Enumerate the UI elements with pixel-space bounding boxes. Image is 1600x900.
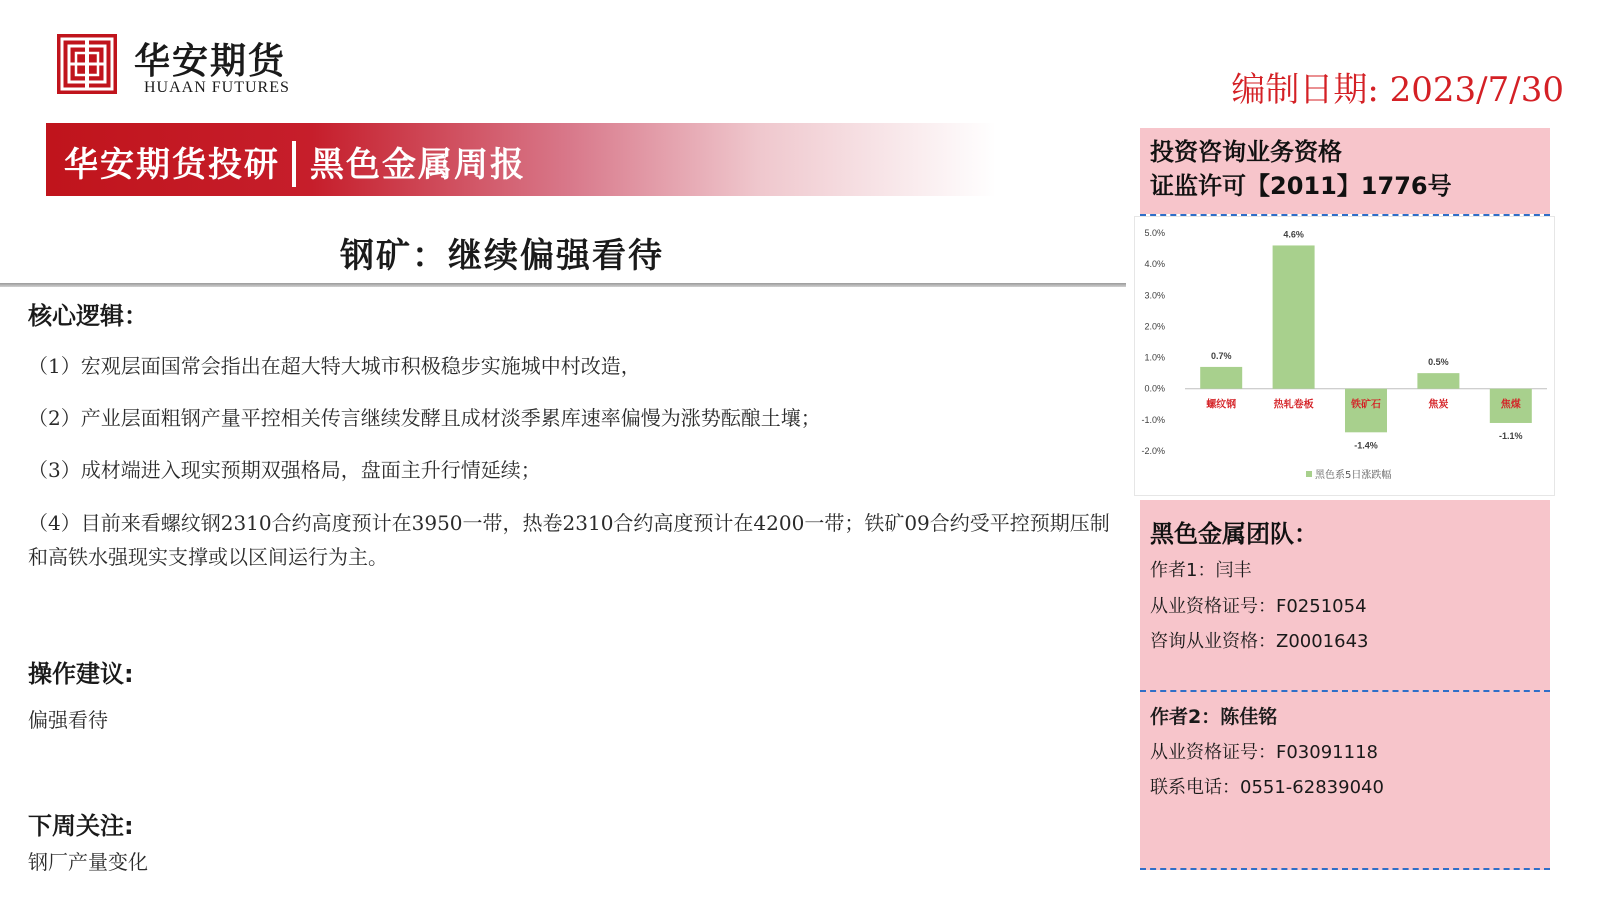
next-week-text: 钢厂产量变化 [28, 850, 148, 874]
core-logic-point-4: （4）目前来看螺纹钢2310合约高度预计在3950一带，热卷2310合约高度预计在4200一带；铁矿09合约受平控预期压制和高铁水强现实支撑或以区间运行为主。 [28, 511, 1110, 569]
team-panel [1140, 500, 1550, 870]
seal-icon [56, 33, 118, 95]
advice-heading: 操作建议: [28, 660, 134, 688]
qualification-panel [1140, 128, 1550, 214]
data-label: 4.6% [1283, 229, 1304, 240]
company-logo [56, 33, 306, 97]
banner-report-type: 黑色金属周报 [310, 145, 526, 185]
panel-divider-authors [1140, 690, 1550, 692]
author2-name: 作者2：陈佳铭 [1150, 706, 1278, 728]
logo-english-name: HUAAN FUTURES [144, 79, 290, 96]
category-label: 热轧卷板 [1273, 399, 1314, 411]
author1-cert: 从业资格证号：F0251054 [1150, 596, 1367, 617]
bar-2 [1273, 245, 1315, 388]
y-tick-label: 3.0% [1144, 290, 1165, 301]
legend-label: 黑色系5日涨跌幅 [1315, 470, 1392, 481]
category-label: 铁矿石 [1351, 399, 1381, 411]
title-divider [0, 283, 1126, 287]
advice-text: 偏强看待 [28, 708, 108, 732]
data-label: -1.4% [1354, 440, 1378, 451]
data-label: 0.7% [1210, 350, 1232, 361]
team-title: 黑色金属团队： [1150, 520, 1318, 548]
logo-chinese-name: 华安期货 [134, 40, 287, 82]
y-tick-label: 0.0% [1144, 383, 1165, 394]
category-label: 焦煤 [1500, 399, 1521, 411]
qualification-title: 投资咨询业务资格 [1150, 138, 1342, 166]
data-label: -1.1% [1499, 430, 1523, 441]
core-logic-point-3: （3）成材端进入现实预期双强格局，盘面主升行情延续； [28, 458, 541, 482]
y-tick-label: 5.0% [1144, 228, 1165, 238]
author1-consult: 咨询从业资格：Z0001643 [1150, 631, 1369, 652]
legend-swatch [1306, 471, 1312, 477]
banner-brand: 华安期货投研 [64, 145, 280, 185]
banner-separator [292, 141, 296, 187]
data-label: 0.5% [1428, 357, 1449, 368]
y-tick-label: 1.0% [1144, 352, 1165, 363]
weekly-change-chart [1134, 216, 1555, 496]
category-label: 螺纹钢 [1206, 399, 1237, 411]
author2-phone: 联系电话：0551-62839040 [1150, 777, 1384, 798]
bar-4 [1417, 373, 1459, 389]
next-week-heading: 下周关注: [28, 812, 134, 840]
y-tick-label: -1.0% [1141, 414, 1165, 425]
author1-name: 作者1：闫丰 [1150, 560, 1252, 581]
author2-cert: 从业资格证号：F03091118 [1150, 742, 1378, 763]
chart-canvas [1135, 217, 1556, 497]
core-logic-point-1: （1）宏观层面国常会指出在超大特大城市积极稳步实施城中村改造， [28, 354, 641, 378]
qualification-license: 证监许可【2011】1776号 [1150, 172, 1452, 200]
y-tick-label: 2.0% [1144, 321, 1165, 332]
banner-text [64, 137, 526, 190]
bar-1 [1200, 367, 1242, 389]
y-tick-label: 4.0% [1144, 259, 1165, 270]
category-label: 焦炭 [1428, 399, 1449, 411]
panel-divider-bottom [1140, 868, 1550, 870]
compile-date: 编制日期: 2023/7/30 [1231, 70, 1564, 110]
core-logic-point-2: （2）产业层面粗钢产量平控相关传言继续发酵且成材淡季累库速率偏慢为涨势酝酿土壤； [28, 406, 821, 430]
y-tick-label: -2.0% [1141, 446, 1165, 456]
report-title: 钢矿：继续偏强看待 [340, 236, 664, 276]
report-banner [46, 123, 996, 196]
core-logic-heading: 核心逻辑： [28, 302, 148, 330]
